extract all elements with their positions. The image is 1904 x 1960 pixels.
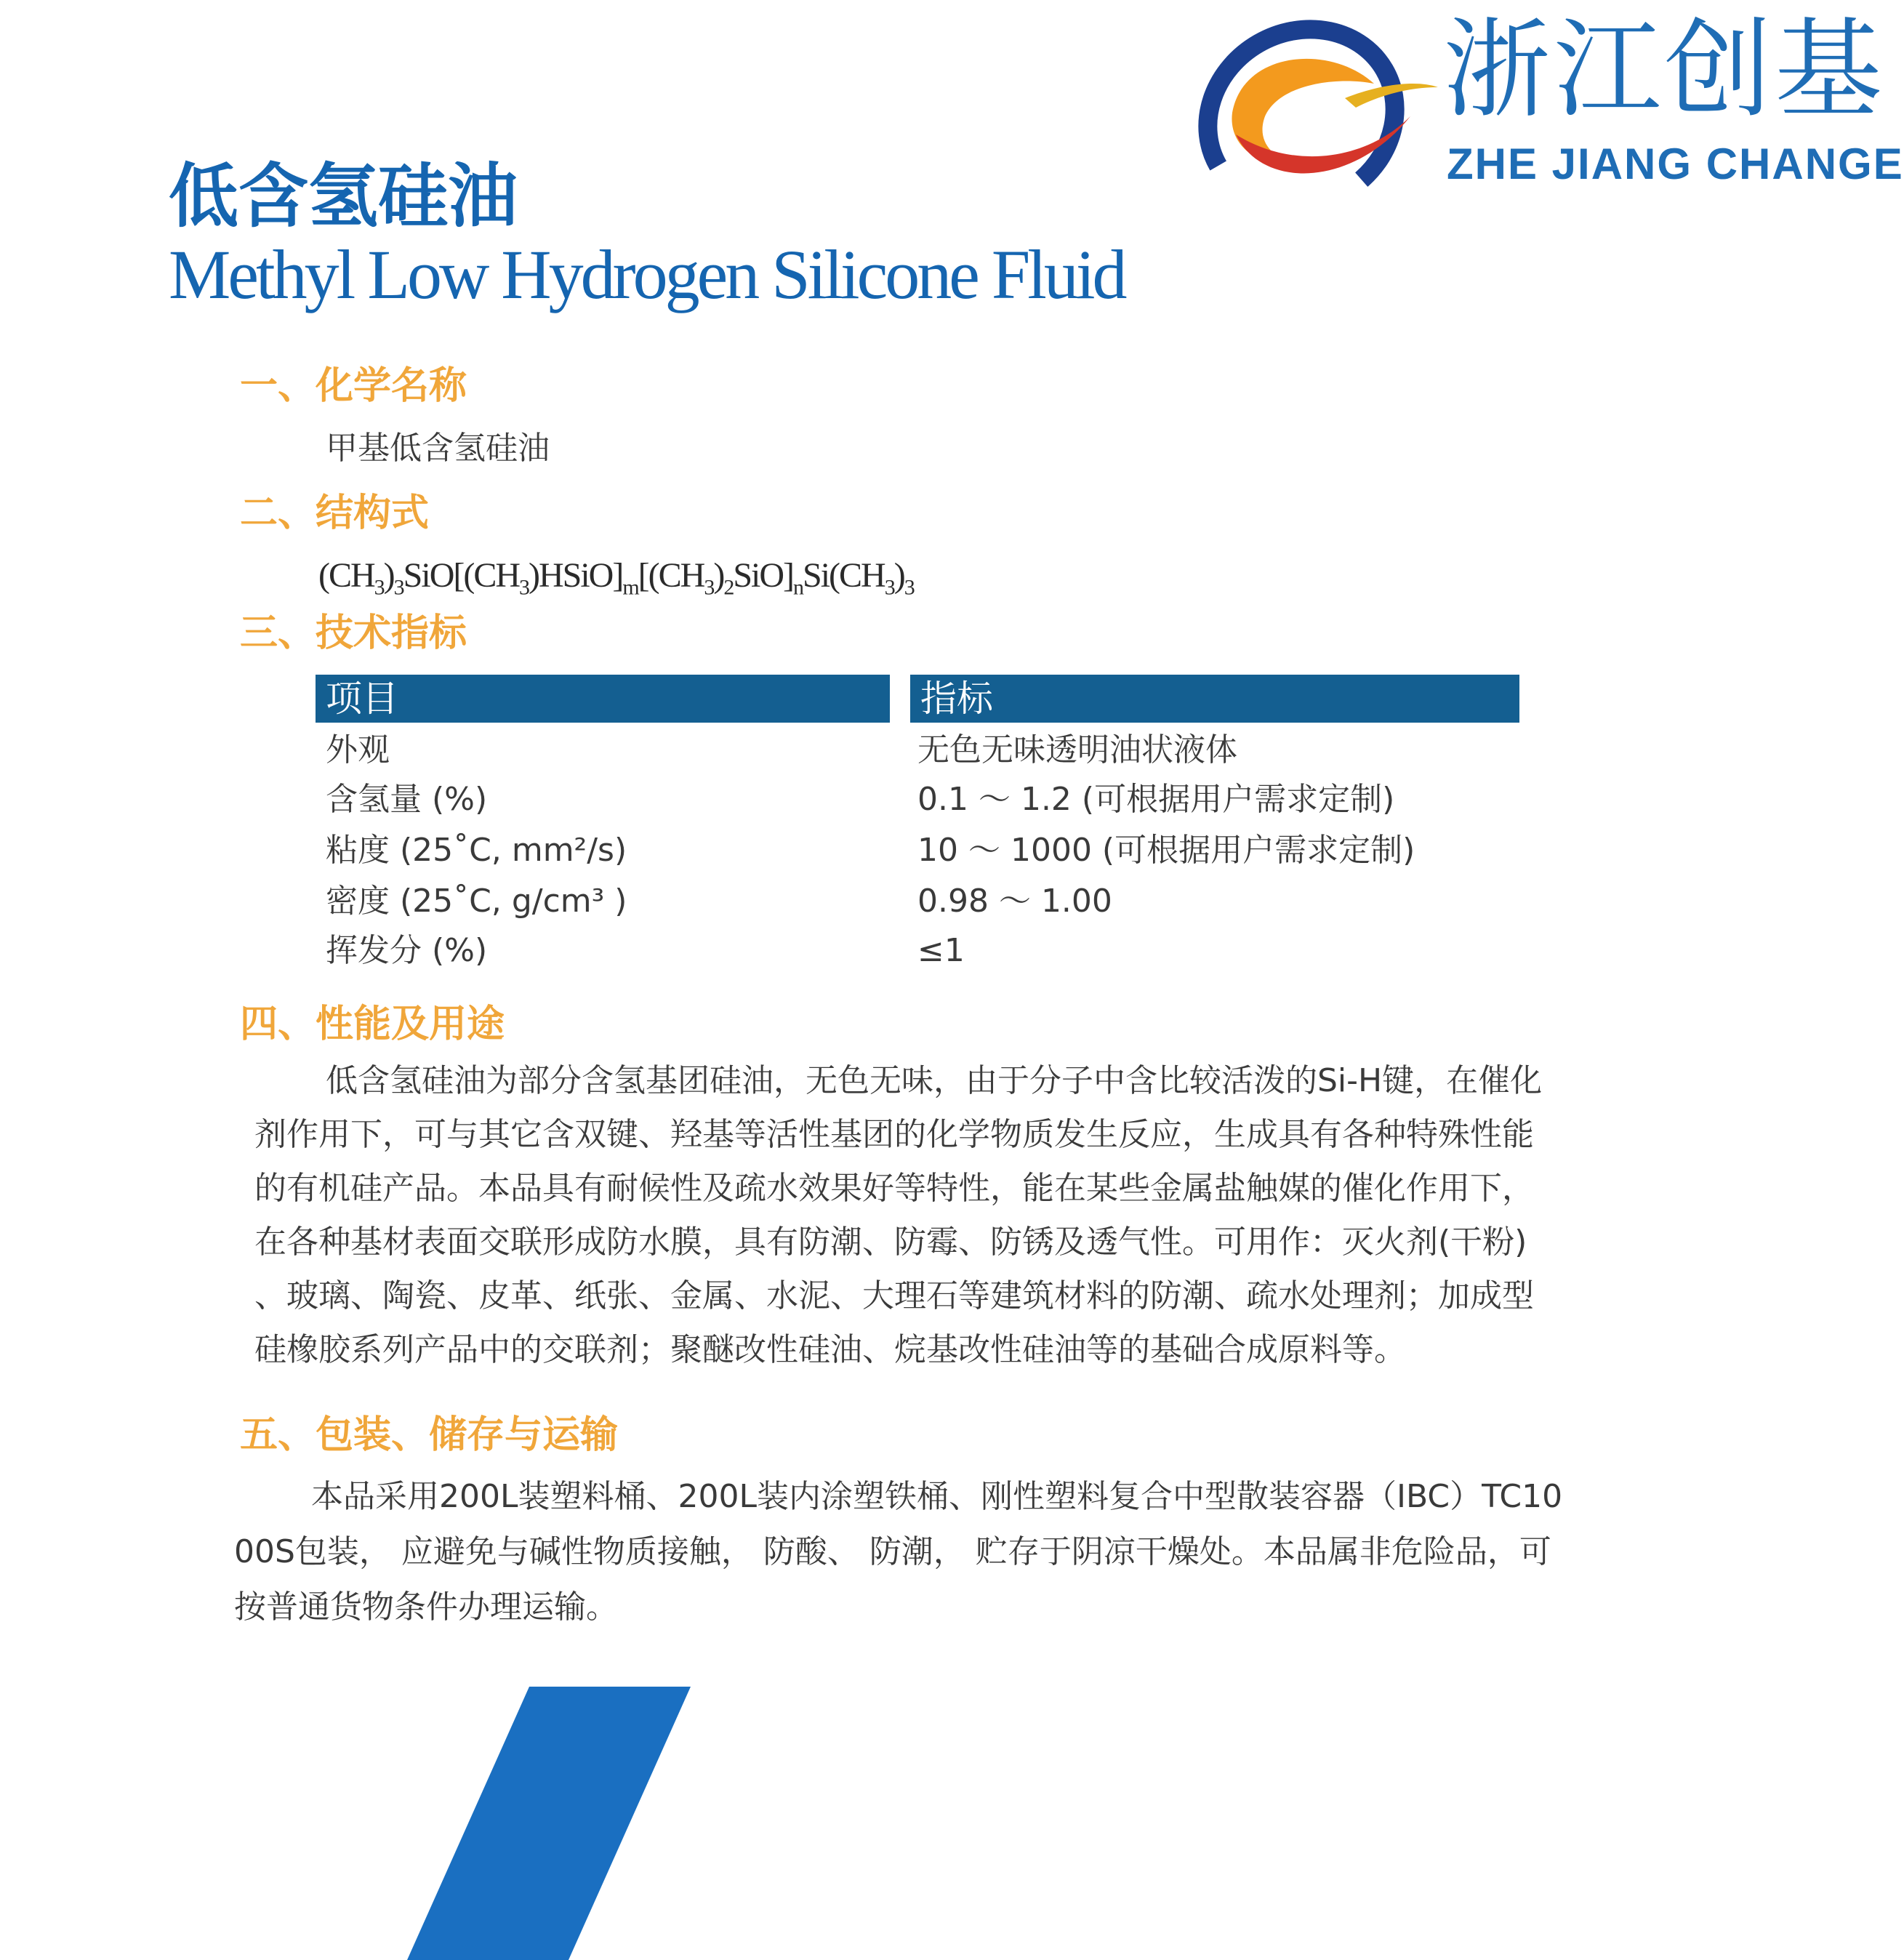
paragraph-line: 硅橡胶系列产品中的交联剂；聚醚改性硅油、烷基改性硅油等的基础合成原料等。 [254, 1331, 1406, 1368]
table-cell-item: 外观 [326, 731, 390, 768]
company-logo-icon [1192, 15, 1439, 211]
section-heading-specifications: 三、技术指标 [240, 611, 467, 655]
chemical-name-text: 甲基低含氢硅油 [326, 430, 550, 467]
table-cell-value: ≤1 [917, 932, 965, 969]
table-cell-item: 密度 (25˚C, g/cm³ ) [326, 883, 627, 920]
table-header-index: 指标 [910, 675, 1519, 723]
table-cell-value: 10 ～ 1000 (可根据用户需求定制) [917, 832, 1415, 869]
paragraph-line: 本品采用200L装塑料桶、200L装内涂塑铁桶、刚性塑料复合中型散装容器（IBC）TC10 [311, 1478, 1563, 1515]
section-heading-properties-uses: 四、性能及用途 [240, 1002, 505, 1046]
table-cell-value: 无色无味透明油状液体 [917, 731, 1237, 768]
paragraph-line: 低含氢硅油为部分含氢基团硅油，无色无味，由于分子中含比较活泼的Si-H键，在催化 [326, 1062, 1543, 1099]
section-heading-chemical-name: 一、化学名称 [240, 364, 467, 408]
page-title-cn: 低含氢硅油 [169, 156, 518, 237]
table-cell-item: 挥发分 (%) [326, 932, 488, 969]
structural-formula: $(CH_3)_3SiO[(CH_3)HSiO]_m[(CH_3)_2SiO]_nSi(CH_3)_3$ [318, 556, 914, 600]
paragraph-line: 、玻璃、陶瓷、皮革、纸张、金属、水泥、大理石等建筑材料的防潮、疏水处理剂；加成型 [254, 1277, 1534, 1314]
paragraph-line: 剂作用下，可与其它含双键、羟基等活性基团的化学物质发生反应，生成具有各种特殊性能 [254, 1116, 1534, 1153]
table-cell-value: 0.98 ～ 1.00 [917, 883, 1112, 920]
paragraph-line: 在各种基材表面交联形成防水膜，具有防潮、防霉、防锈及透气性。可用作：灭火剂(干粉) [254, 1224, 1527, 1261]
table-cell-item: 粘度 (25˚C, mm²/s) [326, 832, 627, 869]
paragraph-line: 的有机硅产品。本品具有耐候性及疏水效果好等特性，能在某些金属盐触媒的催化作用下， [254, 1170, 1534, 1207]
brand-name-cn: 浙江创基 [1443, 7, 1885, 132]
page-title-en: Methyl Low Hydrogen Silicone Fluid [169, 236, 1125, 313]
table-cell-value: 0.1 ～ 1.2 (可根据用户需求定制) [917, 781, 1395, 818]
section-heading-packaging: 五、包装、储存与运输 [240, 1413, 619, 1457]
table-header-item: 项目 [316, 675, 890, 723]
paragraph-line: 00S包装， 应避免与碱性物质接触， 防酸、 防潮， 贮存于阴凉干燥处。本品属非危险品，可 [234, 1533, 1551, 1570]
section-heading-structure: 二、结构式 [240, 491, 430, 535]
decorative-parallelogram [407, 1687, 698, 1960]
brand-name-en: ZHE JIANG CHANGE [1447, 140, 1904, 188]
paragraph-line: 按普通货物条件办理运输。 [234, 1589, 618, 1626]
table-cell-item: 含氢量 (%) [326, 781, 488, 818]
